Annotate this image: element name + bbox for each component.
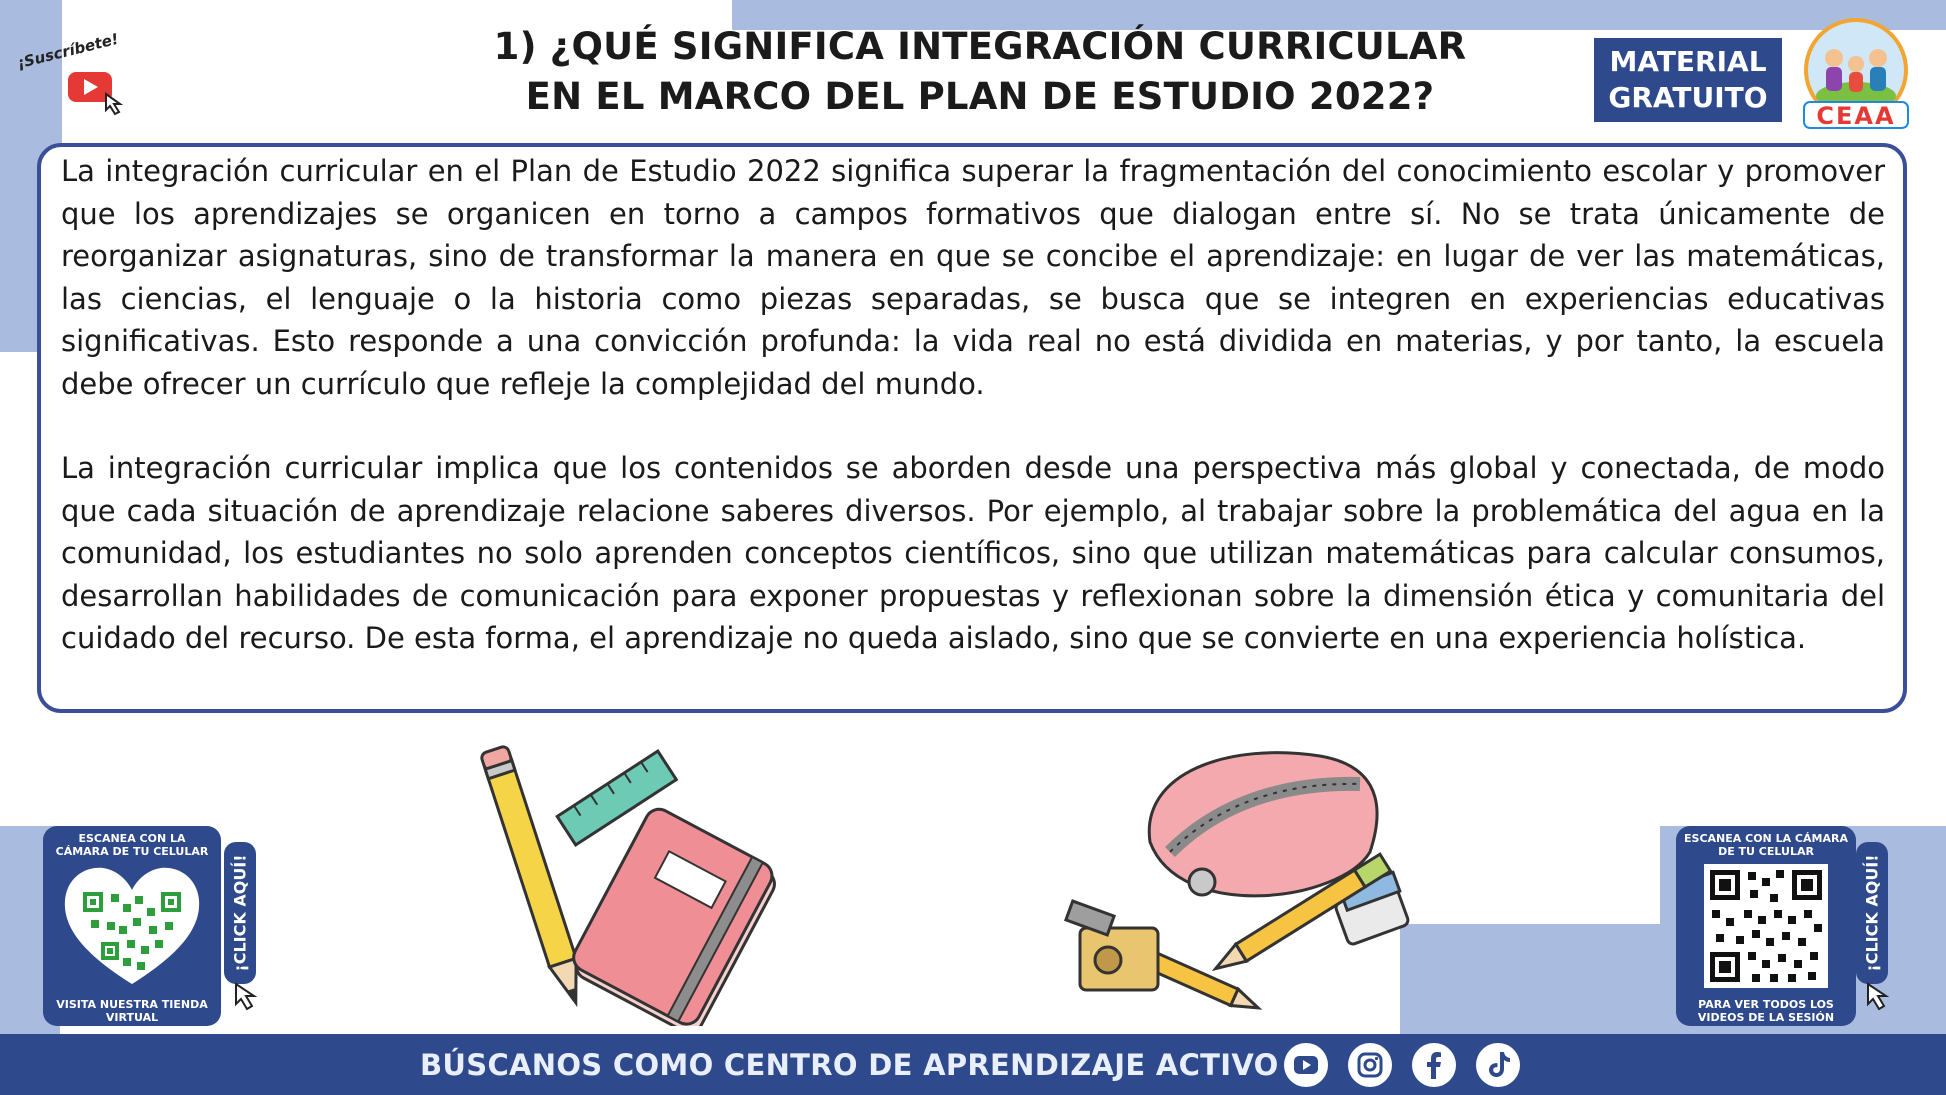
pencil-case-icon xyxy=(1149,753,1377,896)
qr-card-videos[interactable] xyxy=(1676,826,1856,1026)
youtube-icon xyxy=(1284,1043,1328,1087)
tiktok-icon xyxy=(1476,1043,1520,1087)
click-here-tab-left[interactable] xyxy=(224,842,256,984)
qr-code-icon xyxy=(1704,864,1828,988)
pointer-hand-icon xyxy=(230,980,264,1014)
qr-caption-bottom: VISITA NUESTRA TIENDA VIRTUAL xyxy=(56,998,208,1024)
pencil-icon xyxy=(480,745,589,1007)
click-here-label-left: ¡CLICK AQUÍ! xyxy=(230,854,250,972)
page-title xyxy=(420,22,1540,122)
qr-caption-bottom-right: PARA VER TODOS LOS VIDEOS DE LA SESIÓN xyxy=(1697,998,1835,1024)
click-here-label-right: ¡CLICK AQUÍ! xyxy=(1862,854,1882,972)
school-supplies-illustration-right xyxy=(1060,732,1480,1022)
footer-facebook-button[interactable] xyxy=(1412,1043,1456,1087)
footer-youtube-button[interactable] xyxy=(1284,1043,1328,1087)
facebook-icon xyxy=(1412,1043,1456,1087)
badge-line-2: GRATUITO xyxy=(1608,81,1768,114)
footer-instagram-button[interactable] xyxy=(1348,1043,1392,1087)
title-line-1: 1) ¿QUÉ SIGNIFICA INTEGRACIÓN CURRICULAR xyxy=(493,25,1467,68)
instagram-icon xyxy=(1348,1043,1392,1087)
pointer-hand-icon-right xyxy=(1862,980,1896,1014)
school-supplies-illustration-left xyxy=(480,736,780,1026)
logo-text: CEAA xyxy=(1816,102,1896,130)
qr-caption-top: ESCANEA CON LA CÁMARA DE TU CELULAR xyxy=(55,832,209,858)
qr-code-heart-icon xyxy=(61,864,203,988)
footer-text: BÚSCANOS COMO CENTRO DE APRENDIZAJE ACTIVO xyxy=(420,1048,1279,1082)
qr-card-store[interactable] xyxy=(43,826,221,1026)
badge-line-1: MATERIAL xyxy=(1609,45,1767,78)
paragraph-2: La integración curricular implica que los contenidos se aborden desde una perspectiva más global y conectada, de modo que cada situación de aprendizaje relacione saberes diversos. Por ejemplo, al trabajar sobre la problemática del agua en la comunidad, los estudiantes no solo aprenden conceptos científicos, sino que utilizan matemáticas para calcular consumos, desarrollan habilidades de comunicación para exponer propuestas y reflexionan sobre la dimensión ética y comunitaria del cuidado del recurso. De esta forma, el aprendizaje no queda aislado, sino que se convierte en una experiencia holística. xyxy=(61,451,1885,655)
subscribe-button[interactable] xyxy=(14,18,144,108)
paragraph-1: La integración curricular en el Plan de Estudio 2022 significa superar la fragmentación del conocimiento escolar y promover que los aprendizajes se organicen en torno a campos formativos que dialogan entre sí. No se trata únicamente de reorganizar asignaturas, sino de transformar la manera en que se concibe el aprendizaje: en lugar de ver las matemáticas, las ciencias, el lenguaje o la historia como piezas separadas, se busca que se integren en experiencias educativas significativas. Esto responde a una convicción profunda: la vida real no está dividida en materias, y por tanto, la escuela debe ofrecer un currículo que refleje la complejidad del mundo. xyxy=(61,154,1885,401)
sharpener-icon xyxy=(1066,901,1158,990)
subscribe-label: ¡Suscríbete! xyxy=(15,29,121,73)
footer-tiktok-button[interactable] xyxy=(1476,1043,1520,1087)
content-box xyxy=(37,143,1907,713)
free-material-badge xyxy=(1594,38,1782,122)
youtube-icon xyxy=(62,66,132,116)
qr-caption-top-right: ESCANEA CON LA CÁMARA DE TU CELULAR xyxy=(1684,832,1848,858)
title-line-2: EN EL MARCO DEL PLAN DE ESTUDIO 2022? xyxy=(525,75,1435,118)
ceaa-logo xyxy=(1796,18,1916,130)
notebook-icon xyxy=(566,804,780,1026)
click-here-tab-right[interactable] xyxy=(1856,842,1888,984)
